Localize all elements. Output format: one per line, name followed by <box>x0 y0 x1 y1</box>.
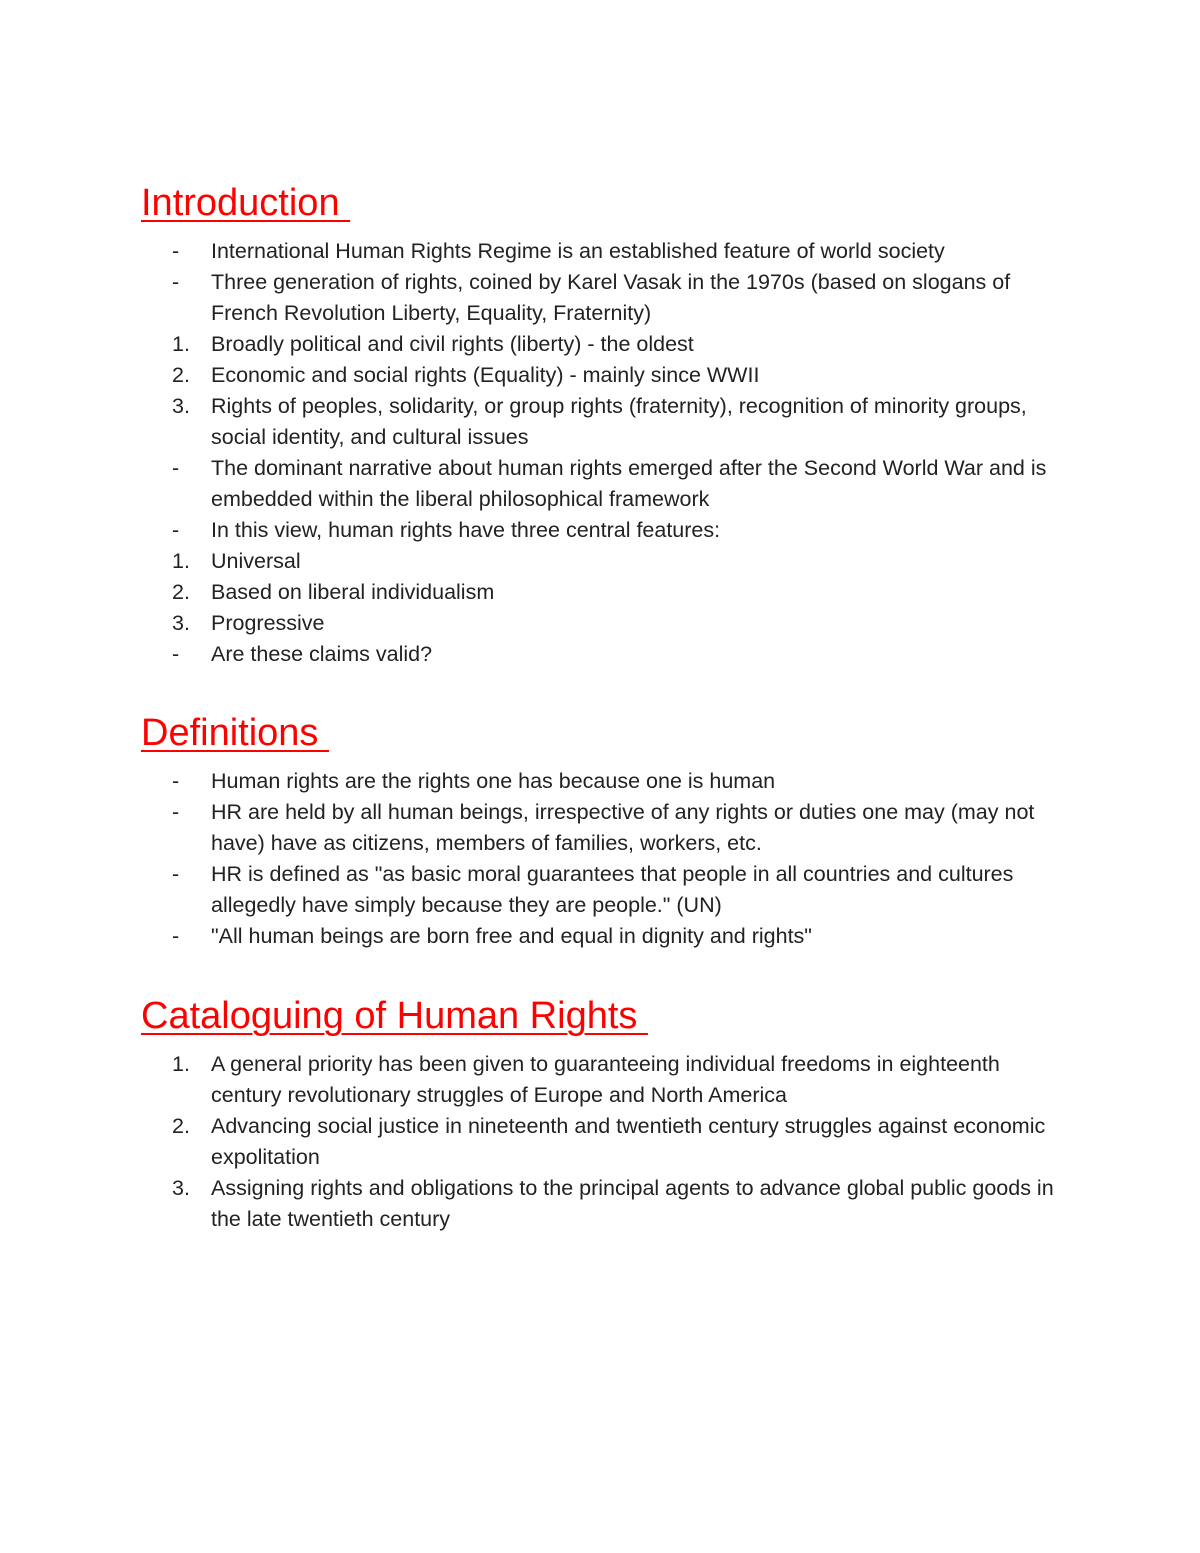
list-item <box>0 391 1071 453</box>
list-item-text: Progressive <box>211 611 325 635</box>
list-item <box>0 608 1071 639</box>
list-item-text: Universal <box>211 549 301 573</box>
list-item-text: A general priority has been given to guaranteeing individual freedoms in eighteenth century revolutionary struggles of Europe and North America <box>211 1052 1000 1107</box>
list-item-text: Broadly political and civil rights (liberty) - the oldest <box>211 332 694 356</box>
list-marker: - <box>172 642 180 666</box>
list-marker: 3. <box>172 1176 190 1200</box>
list-item <box>0 859 1071 921</box>
list-marker: 1. <box>172 549 190 573</box>
list-item-text: HR is defined as "as basic moral guarantees that people in all countries and cultures allegedly have simply because they are people." (UN) <box>211 862 1014 917</box>
cataloguing-list <box>0 1049 1071 1235</box>
list-marker: - <box>172 924 180 948</box>
list-item <box>0 1173 1071 1235</box>
list-item-text: "All human beings are born free and equal in dignity and rights" <box>211 924 812 948</box>
list-item <box>0 329 1071 360</box>
list-item-text: Economic and social rights (Equality) - mainly since WWII <box>211 363 760 387</box>
list-item <box>0 360 1071 391</box>
list-marker: 2. <box>172 363 190 387</box>
list-marker: 3. <box>172 394 190 418</box>
list-item <box>0 236 1071 267</box>
list-marker: 1. <box>172 1052 190 1076</box>
list-item <box>0 797 1071 859</box>
list-marker: - <box>172 518 180 542</box>
list-marker: - <box>172 456 180 480</box>
list-marker: - <box>172 769 180 793</box>
list-item-text: Based on liberal individualism <box>211 580 495 604</box>
list-marker: - <box>172 239 180 263</box>
list-item-text: Advancing social justice in nineteenth and twentieth century struggles against economic expolitation <box>211 1114 1046 1169</box>
list-marker: 1. <box>172 332 190 356</box>
list-marker: - <box>172 270 180 294</box>
list-item-text: The dominant narrative about human rights emerged after the Second World War and is embedded within the liberal philosophical framework <box>211 456 1047 511</box>
list-item <box>0 267 1071 329</box>
list-marker: 2. <box>172 580 190 604</box>
list-item <box>0 546 1071 577</box>
list-item <box>0 1049 1071 1111</box>
list-item-text: Rights of peoples, solidarity, or group rights (fraternity), recognition of minority groups, social identity, and cultural issues <box>211 394 1027 449</box>
introduction-list <box>0 236 1071 670</box>
list-item <box>0 639 1071 670</box>
section-heading-cataloguing: Cataloguing of Human Rights <box>141 995 648 1037</box>
list-marker: - <box>172 800 180 824</box>
list-item-text: Human rights are the rights one has because one is human <box>211 769 776 793</box>
list-item-text: HR are held by all human beings, irrespective of any rights or duties one may (may not have) have as citizens, members of families, workers, etc. <box>211 800 1035 855</box>
list-item-text: Assigning rights and obligations to the principal agents to advance global public goods in the late twentieth century <box>211 1176 1054 1231</box>
list-item <box>0 577 1071 608</box>
list-marker: 3. <box>172 611 190 635</box>
section-heading-definitions: Definitions <box>141 712 329 754</box>
list-item <box>0 1111 1071 1173</box>
definitions-list <box>0 766 1071 952</box>
list-item <box>0 453 1071 515</box>
list-item <box>0 515 1071 546</box>
section-heading-introduction: Introduction <box>141 182 351 224</box>
list-item-text: International Human Rights Regime is an established feature of world society <box>211 239 945 263</box>
list-item-text: Three generation of rights, coined by Karel Vasak in the 1970s (based on slogans of French Revolution Liberty, Equality, Fraternity) <box>211 270 1011 325</box>
list-marker: - <box>172 862 180 886</box>
list-item-text: In this view, human rights have three central features: <box>211 518 721 542</box>
list-item <box>0 921 1071 952</box>
list-item <box>0 766 1071 797</box>
list-marker: 2. <box>172 1114 190 1138</box>
list-item-text: Are these claims valid? <box>211 642 433 666</box>
